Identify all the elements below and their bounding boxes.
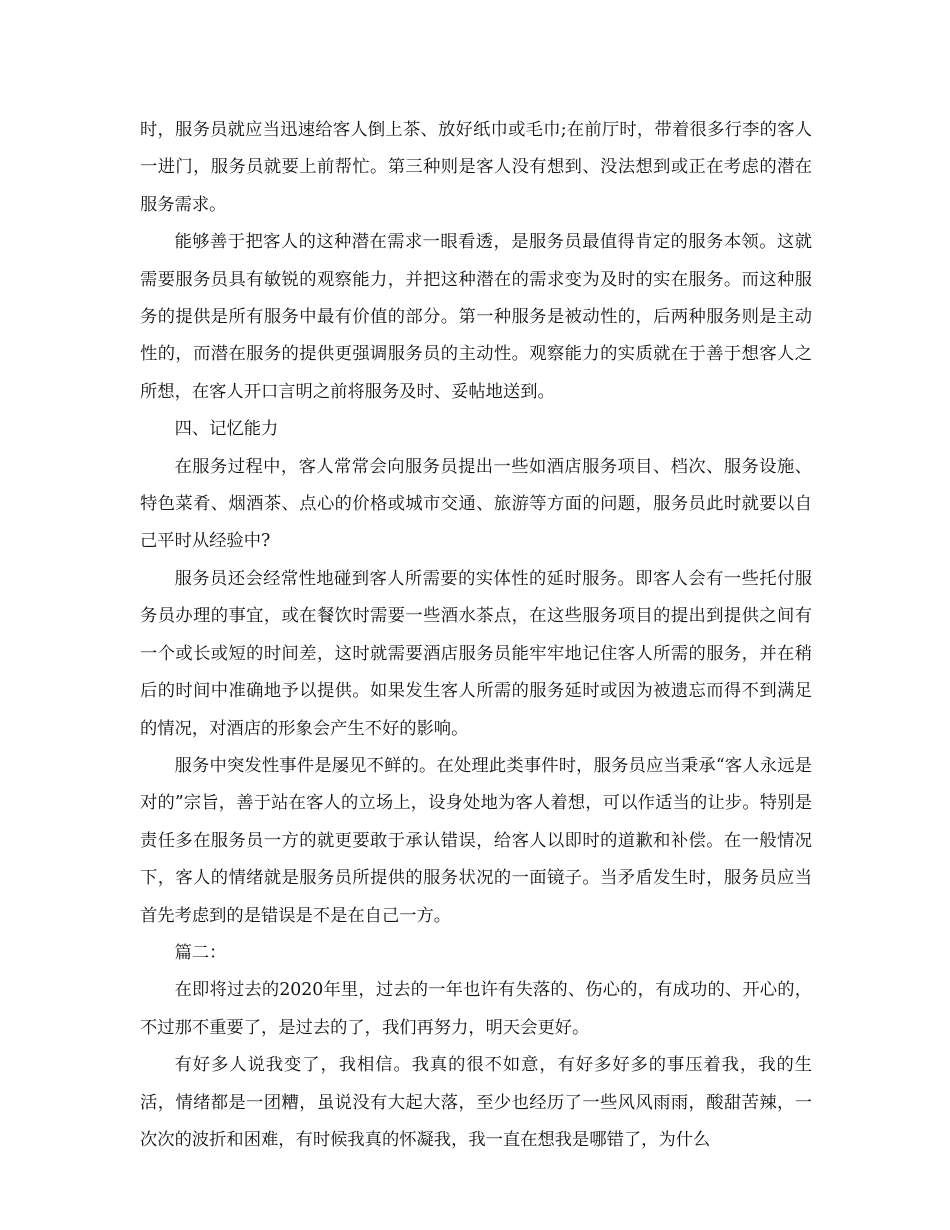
- paragraph-personal-reflection: 有好多人说我变了，我相信。我真的很不如意，有好多好多的事压着我，我的生活，情绪都是一团糟，虽说没有大起大落，至少也经历了一些风风雨雨，酸甜苦辣，一次次的波折和困难，有时候我真的怀凝我，我一直在想我是哪错了，为什么: [140, 1055, 812, 1150]
- paragraph-delayed-service: 服务员还会经常性地碰到客人所需要的实体性的延时服务。即客人会有一些托付服务员办理的事宜，或在餐饮时需要一些酒水茶点，在这些服务项目的提出到提供之间有一个或长或短的时间差，这时就需要酒店服务员能牢牢地记住客人所需的服务，并在稍后的时间中准确地予以提供。如果发生客人所需的服务延时或因为被遗忘而得不到满足的情况，对酒店的形象会产生不好的影响。: [140, 568, 812, 739]
- paragraph-observation: 能够善于把客人的这种潜在需求一眼看透，是服务员最值得肯定的服务本领。这就需要服务员具有敏锐的观察能力，并把这种潜在的需求变为及时的实在服务。而这种服务的提供是所有服务中最有价值的部分。第一种服务是被动性的，后两种服务则是主动性的，而潜在服务的提供更强调服务员的主动性。观察能力的实质就在于善于想客人之所想，在客人开口言明之前将服务及时、妥帖地送到。: [140, 232, 812, 402]
- paragraph-service-process: 在服务过程中，客人常常会向服务员提出一些如酒店服务项目、档次、服务设施、特色菜肴、烟酒茶、点心的价格或城市交通、旅游等方面的问题，服务员此时就要以自己平时从经验中?: [140, 456, 812, 552]
- paragraph-year-review: 在即将过去的2020年里，过去的一年也许有失落的、伤心的，有成功的、开心的，不过那不重要了，是过去的了，我们再努力，明天会更好。: [140, 980, 812, 1038]
- paragraph-continued: 时，服务员就应当迅速给客人倒上茶、放好纸巾或毛巾;在前厅时，带着很多行李的客人一进门，服务员就要上前帮忙。第三种则是客人没有想到、没法想到或正在考虑的潜在服务需求。: [140, 120, 812, 215]
- paragraph-emergencies: 服务中突发性事件是屡见不鲜的。在处理此类事件时，服务员应当秉承“客人永远是对的”宗旨，善于站在客人的立场上，设身处地为客人着想，可以作适当的让步。特别是责任多在服务员一方的就更要敢于承认错误，给客人以即时的道歉和补偿。在一般情况下，客人的情绪就是服务员所提供的服务状况的一面镜子。当矛盾发生时，服务员应当首先考虑到的是错误是不是在自己一方。: [140, 755, 812, 926]
- document-body: [140, 112, 812, 1159]
- section-heading-part-two: 篇二：: [174, 942, 227, 963]
- section-heading-memory: 四、记忆能力: [174, 419, 279, 440]
